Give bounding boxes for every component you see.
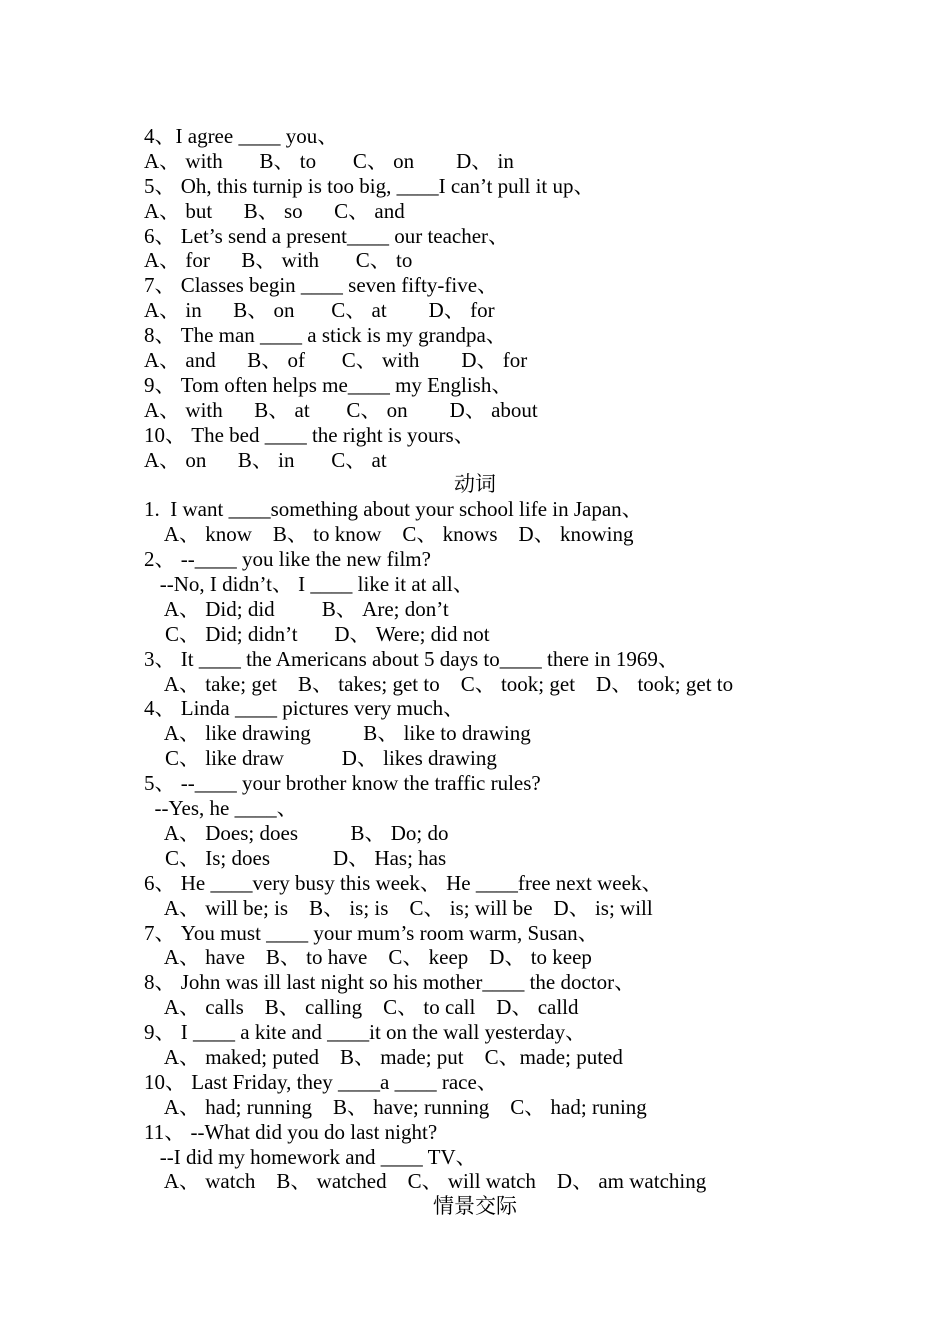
- question-line: 7、 Classes begin ____ seven fifty-five、: [144, 273, 499, 298]
- answer-options: C、 Did; didn’t D、 Were; did not: [144, 621, 490, 646]
- answer-options: C、 Is; does D、 Has; has: [144, 845, 447, 870]
- question-line: 4、 Linda ____ pictures very much、: [144, 696, 465, 721]
- answer-options: A、 Did; did B、 Are; don’t: [144, 596, 449, 621]
- question-line: 4、I agree ____ you、: [144, 124, 339, 148]
- answer-options: A、 will be; is B、 is; is C、 is; will be D、 is; will: [144, 895, 653, 920]
- question-line: --Yes, he ____、: [144, 796, 298, 821]
- answer-options: A、 watch B、 watched C、 will watch D、 am watching: [144, 1169, 707, 1194]
- answer-options: A、 Does; does B、 Do; do: [144, 820, 449, 845]
- answer-options: A、 have B、 to have C、 keep D、 to keep: [144, 945, 592, 970]
- question-line: 1. I want ____something about your school life in Japan、: [144, 497, 643, 522]
- question-line: 9、 Tom often helps me____ my English、: [144, 372, 513, 397]
- question-line: 3、 It ____ the Americans about 5 days to____ there in 1969、: [144, 646, 679, 671]
- answer-options: A、 calls B、 calling C、 to call D、 calld: [144, 995, 579, 1020]
- question-line: 5、 Oh, this turnip is too big, ____I can’t pull it up、: [144, 173, 595, 198]
- answer-options: A、 for B、 with C、 to: [144, 248, 413, 273]
- question-line: 10、 Last Friday, they ____a ____ race、: [144, 1069, 498, 1094]
- question-line: 6、 Let’s send a present____ our teacher、: [144, 223, 510, 248]
- question-line: 7、 You must ____ your mum’s room warm, Susan、: [144, 920, 599, 945]
- answer-options: A、 know B、 to know C、 knows D、 knowing: [144, 522, 634, 547]
- answer-options: A、 take; get B、 takes; get to C、 took; get D、 took; get to: [144, 671, 734, 696]
- answer-options: A、 on B、 in C、 at: [144, 447, 387, 472]
- answer-options: A、 with B、 at C、 on D、 about: [144, 397, 538, 422]
- question-line: 10、 The bed ____ the right is yours、: [144, 422, 475, 447]
- answer-options: A、 but B、 so C、 and: [144, 198, 405, 223]
- answer-options: A、 in B、 on C、 at D、 for: [144, 298, 495, 323]
- question-line: 5、 --____ your brother know the traffic rules?: [144, 771, 541, 796]
- question-line: 6、 He ____very busy this week、 He ____free next week、: [144, 870, 663, 895]
- answer-options: A、 maked; puted B、 made; put C、made; puted: [144, 1044, 623, 1069]
- section-heading-situational: 情景交际: [433, 1194, 517, 1219]
- answer-options: A、 had; running B、 have; running C、 had; runing: [144, 1094, 647, 1119]
- exercise-content: [144, 124, 844, 1219]
- question-line: --I did my homework and ____ TV、: [144, 1144, 477, 1169]
- question-line: 8、 John was ill last night so his mother____ the doctor、: [144, 970, 636, 995]
- question-line: --No, I didn’t、 I ____ like it at all、: [144, 572, 474, 597]
- section-heading-verbs: 动词: [454, 472, 496, 497]
- answer-options: A、 with B、 to C、 on D、 in: [144, 148, 514, 173]
- question-line: 2、 --____ you like the new film?: [144, 547, 431, 572]
- answer-options: C、 like draw D、 likes drawing: [144, 746, 497, 771]
- question-line: 9、 I ____ a kite and ____it on the wall yesterday、: [144, 1020, 587, 1045]
- answer-options: A、 and B、 of C、 with D、 for: [144, 348, 528, 373]
- question-line: 8、 The man ____ a stick is my grandpa、: [144, 323, 507, 348]
- question-line: 11、 --What did you do last night?: [144, 1119, 438, 1144]
- answer-options: A、 like drawing B、 like to drawing: [144, 721, 531, 746]
